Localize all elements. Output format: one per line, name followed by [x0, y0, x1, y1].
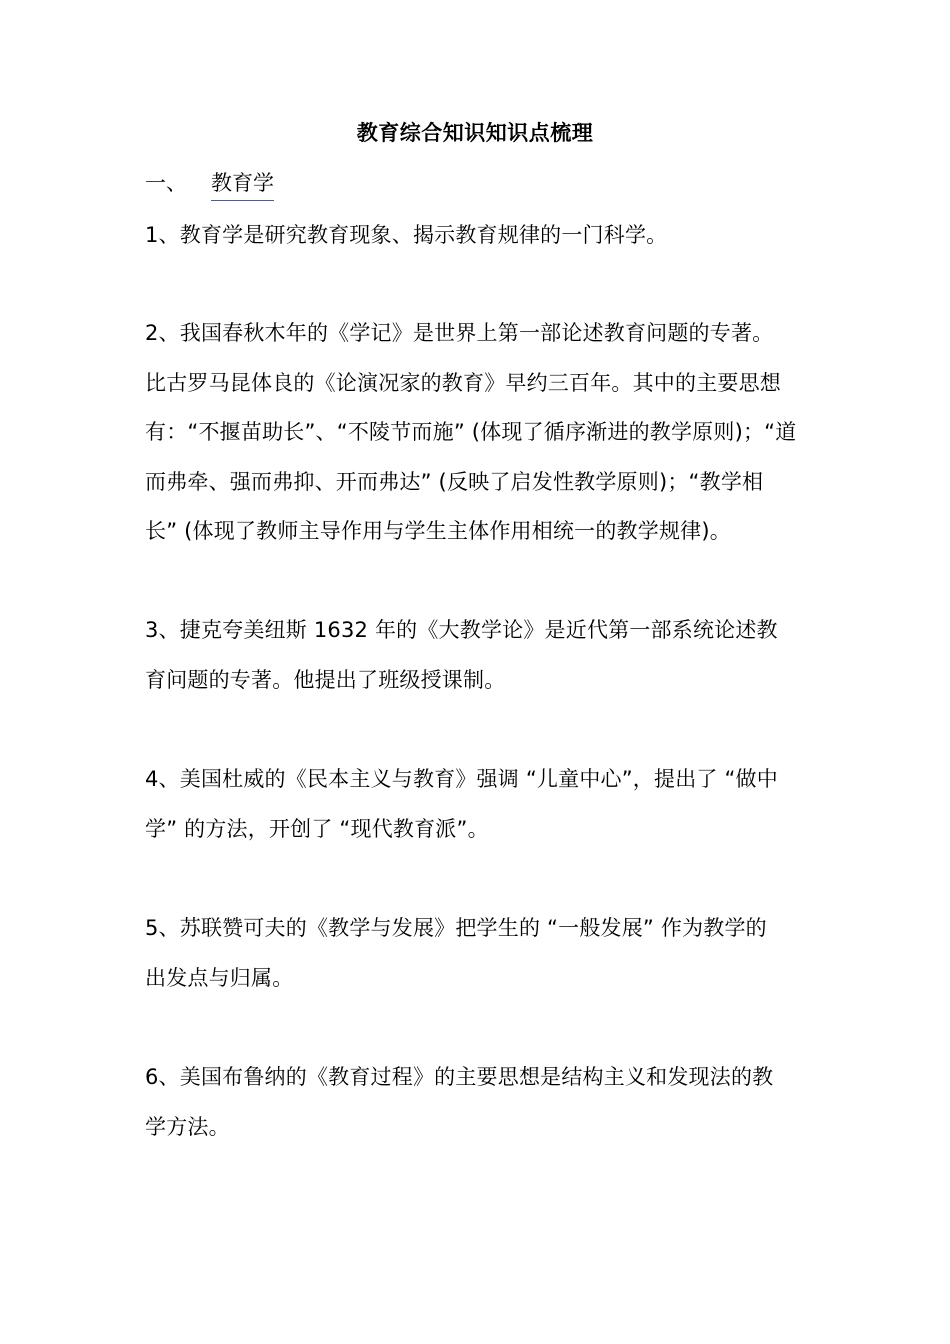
paragraph-line: 学” 的方法，开创了 “现代教育派”。 [145, 816, 489, 841]
paragraph-3 [145, 606, 810, 705]
paragraph-line: 而弗牵、强而弗抑、开而弗达” (反映了启发性教学原则)；“教学相 [145, 469, 764, 494]
paragraph-5 [145, 904, 810, 1003]
document-title: 教育综合知识知识点梳理 [356, 121, 594, 145]
paragraph-4 [145, 755, 810, 854]
paragraph-1 [145, 211, 810, 261]
paragraph-line: 有：“不揠苗助长”、“不陵节而施” (体现了循序渐进的教学原则)；“道 [145, 420, 797, 444]
section-heading [145, 168, 274, 201]
paragraph-line: 育问题的专著。他提出了班级授课制。 [145, 667, 506, 692]
section-number: 一、 [145, 171, 187, 195]
paragraph-line: 学方法。 [145, 1114, 230, 1139]
paragraph-line: 6、美国布鲁纳的《教育过程》的主要思想是结构主义和发现法的教 [145, 1065, 774, 1089]
paragraph-line: 出发点与归属。 [145, 965, 294, 990]
section-label: 教育学 [211, 168, 274, 201]
paragraph-line: 1、教育学是研究教育现象、揭示教育规律的一门科学。 [145, 223, 668, 247]
paragraph-line: 2、我国春秋木年的《学记》是世界上第一部论述教育问题的专著。 [145, 321, 774, 345]
paragraph-line: 4、美国杜威的《民本主义与教育》强调 “儿童中心”，提出了 “做中 [145, 767, 778, 791]
paragraph-6 [145, 1053, 810, 1152]
paragraph-line: 5、苏联赞可夫的《教学与发展》把学生的 “一般发展” 作为教学的 [145, 916, 767, 940]
paragraph-line: 3、捷克夸美纽斯 1632 年的《大教学论》是近代第一部系统论述教 [145, 618, 778, 642]
paragraph-line: 长” (体现了教师主导作用与学生主体作用相统一的教学规律)。 [145, 519, 731, 543]
paragraph-line: 比古罗马昆体良的《论演况家的教育》早约三百年。其中的主要思想 [145, 370, 781, 395]
paragraph-2 [145, 309, 810, 557]
